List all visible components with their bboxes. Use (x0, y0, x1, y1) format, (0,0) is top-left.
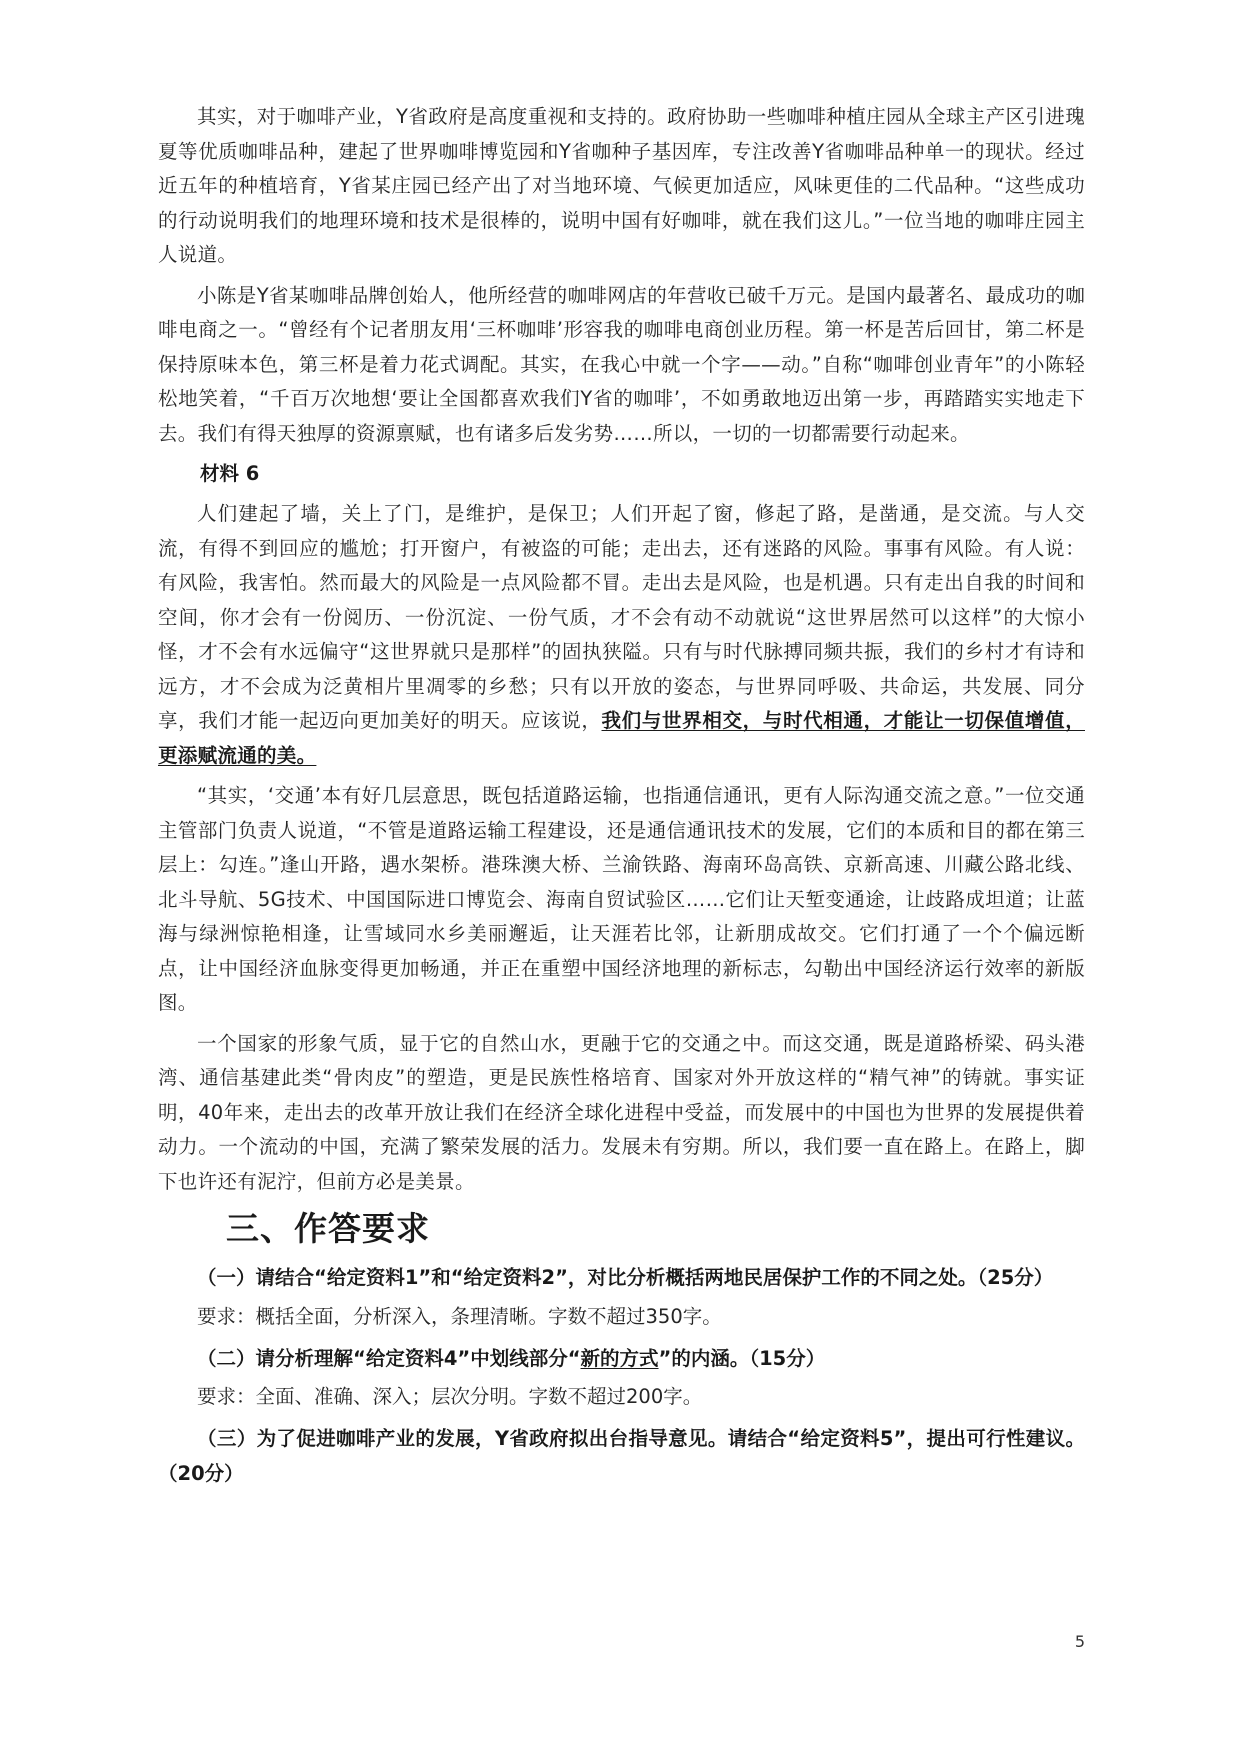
material-6-heading: 材料 6 (200, 462, 260, 485)
underlined-key-sentence: 我们与世界相交，与时代相通，才能让一切保值增值，更添赋流通的美。 (158, 709, 1085, 767)
paragraph-national-image: 一个国家的形象气质，显于它的自然山水，更融于它的交通之中。而这交通，既是道路桥梁、码头港湾、通信基建此类“骨肉皮”的塑造，更是民族性格培育、国家对外开放这样的“精气神”的铸就。事实证明，40年来，走出去的改革开放让我们在经济全球化进程中受益，而发展中的中国也为世界的发展提供着动力。一个流动的中国，充满了繁荣发展的活力。发展未有穷期。所以，我们要一直在路上。在路上，脚下也许还有泥泞，但前方必是美景。 (158, 1031, 1085, 1193)
question-1-requirements: 要求：概括全面，分析深入，条理清晰。字数不超过350字。 (197, 1304, 722, 1328)
document-page (158, 100, 1085, 1491)
paragraph-coffee-government: 其实，对于咖啡产业，Y省政府是高度重视和支持的。政府协助一些咖啡种植庄园从全球主产区引进瑰夏等优质咖啡品种，建起了世界咖啡博览园和Y省咖种子基因库，专注改善Y省咖啡品种单一的现状。经过近五年的种植培育，Y省某庄园已经产出了对当地环境、气候更加适应，风味更佳的二代品种。“这些成功的行动说明我们的地理环境和技术是很棒的，说明中国有好咖啡，就在我们这儿。”一位当地的咖啡庄园主人说道。 (158, 105, 1085, 266)
question-3: （三）为了促进咖啡产业的发展，Y省政府拟出台指导意见。请结合“给定资料5”，提出可行性建议。（20分） (158, 1427, 1085, 1485)
page-number: 5 (1074, 1632, 1085, 1651)
paragraph-material6-walls (158, 497, 1085, 773)
section-answer-requirements-heading: 三、作答要求 (226, 1209, 430, 1248)
paragraph-xiaochen: 小陈是Y省某咖啡品牌创始人，他所经营的咖啡网店的年营收已破千万元。是国内最著名、最成功的咖啡电商之一。“曾经有个记者朋友用‘三杯咖啡’形容我的咖啡电商创业历程。第一杯是苦后回甘，第二杯是保持原味本色，第三杯是着力花式调配。其实，在我心中就一个字——动。”自称“咖啡创业青年”的小陈轻松地笑着，“千百万次地想‘要让全国都喜欢我们Y省的咖啡’，不如勇敢地迈出第一步，再踏踏实实地走下去。我们有得天独厚的资源禀赋，也有诸多后发劣势……所以，一切的一切都需要行动起来。 (158, 283, 1085, 445)
paragraph-transportation: “其实，‘交通’本有好几层意思，既包括道路运输，也指通信通讯，更有人际沟通交流之意。”一位交通主管部门负责人说道，“不管是道路运输工程建设，还是通信通讯技术的发展，它们的本质和目的都在第三层上：勾连。”逢山开路，遇水架桥。港珠澳大桥、兰渝铁路、海南环岛高铁、京新高速、川藏公路北线、北斗导航、5G技术、中国国际进口博览会、海南自贸试验区……它们让天堑变通途，让歧路成坦道；让蓝海与绿洲惊艳相逢，让雪域同水乡美丽邂逅，让天涯若比邻，让新朋成故交。它们打通了一个个偏远断点，让中国经济血脉变得更加畅通，并正在重塑中国经济地理的新标志，勾勒出中国经济运行效率的新版图。 (158, 784, 1085, 1014)
question-2-text-start: （二）请分析理解“给定资料4”中划线部分“ (197, 1346, 581, 1370)
question-2-underlined-phrase: 新的方式 (580, 1346, 659, 1370)
paragraph-text: 人们建起了墙，关上了门，是维护，是保卫；人们开起了窗，修起了路，是凿通，是交流。与人交流，有得不到回应的尴尬；打开窗户，有被盗的可能；走出去，还有迷路的风险。事事有风险。有人说：有风险，我害怕。然而最大的风险是一点风险都不冒。走出去是风险，也是机遇。只有走出自我的时间和空间，你才会有一份阅历、一份沉淀、一份气质，才不会有动不动就说“这世界居然可以这样”的大惊小怪，才不会有水远偏守“这世界就只是那样”的固执狭隘。只有与时代脉搏同频共振，我们的乡村才有诗和远方，才不会成为泛黄相片里凋零的乡愁；只有以开放的姿态，与世界同呼吸、共命运，共发展、同分享，我们才能一起迈向更加美好的明天。应该说， (158, 502, 1085, 732)
question-2 (158, 1342, 1085, 1377)
question-1: （一）请结合“给定资料1”和“给定资料2”，对比分析概括两地民居保护工作的不同之处。（25分） (197, 1266, 1054, 1289)
question-2-text-end: ”的内涵。（15分） (658, 1346, 826, 1370)
question-2-requirements: 要求：全面、准确、深入；层次分明。字数不超过200字。 (197, 1385, 703, 1408)
